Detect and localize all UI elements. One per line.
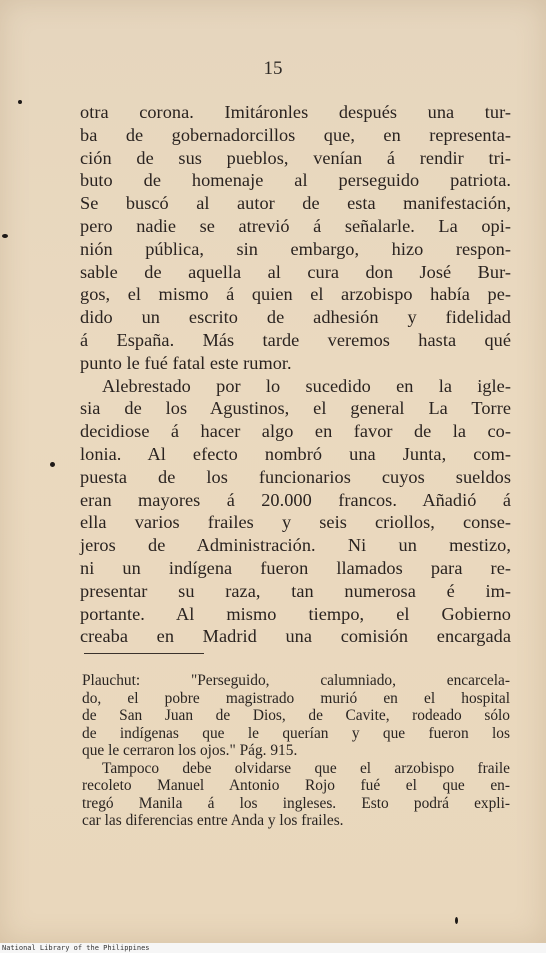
ink-speck — [18, 100, 22, 104]
ink-speck — [50, 462, 55, 467]
body-line: gos, el mismo á quien el arzobispo había pe- — [80, 284, 511, 305]
body-line: portante. Al mismo tiempo, el Gobierno — [80, 603, 511, 624]
body-line: nión pública, sin embargo, hizo respon- — [80, 238, 511, 259]
footnote-line: tregó Manila á los ingleses. Esto podrá expli- — [82, 794, 510, 812]
footnote-line: de indígenas que le querían y que fueron los — [82, 724, 510, 742]
body-line: ba de gobernadorcillos que, en representa- — [80, 124, 511, 145]
footnote-line: de San Juan de Dios, de Cavite, rodeado sólo — [82, 707, 510, 724]
body-line: ción de sus pueblos, venían á rendir tri- — [80, 147, 511, 168]
page-number: 15 — [263, 58, 283, 79]
body-text — [80, 101, 511, 648]
body-line: presentar su raza, tan numerosa é im- — [80, 580, 511, 601]
footnote-line: recoleto Manuel Antonio Rojo fué el que en- — [82, 777, 510, 794]
footnote-divider — [84, 653, 204, 654]
body-line: decidiose á hacer algo en favor de la co- — [80, 421, 511, 442]
footnote-line: car las diferencias entre Anda y los frailes. — [82, 812, 344, 829]
body-line: jeros de Administración. Ni un mestizo, — [80, 535, 511, 556]
body-line: Alebrestado por lo sucedido en la igle- — [102, 375, 511, 396]
ink-speck — [455, 917, 458, 924]
body-line: dido un escrito de adhesión y fidelidad — [80, 307, 511, 328]
footnote-line: Tampoco debe olvidarse que el arzobispo fraile — [102, 759, 510, 777]
body-line: buto de homenaje al perseguido patriota. — [80, 170, 511, 191]
ink-speck — [2, 234, 8, 238]
body-line: á España. Más tarde veremos hasta qué — [80, 329, 511, 350]
body-line: ella varios frailes y seis criollos, conse- — [80, 512, 511, 533]
footnote-line: Plauchut: "Perseguido, calumniado, encarcela- — [82, 672, 510, 689]
body-line: punto le fué fatal este rumor. — [80, 352, 292, 373]
library-credit: National Library of the Philippines — [0, 943, 546, 953]
body-line: eran mayores á 20.000 francos. Añadió á — [80, 489, 511, 510]
footnotes — [82, 672, 510, 830]
body-line: pero nadie se atrevió á señalarle. La opi- — [80, 215, 511, 236]
body-line: otra corona. Imitáronles después una tur- — [80, 102, 511, 122]
body-line: lonia. Al efecto nombró una Junta, com- — [80, 443, 511, 464]
footnote-line: que le cerraron los ojos." Pág. 915. — [82, 742, 298, 759]
body-line: creaba en Madrid una comisión encargada — [80, 626, 511, 647]
footnote-line: do, el pobre magistrado murió en el hospital — [82, 689, 510, 707]
body-line: Se buscó al autor de esta manifestación, — [80, 193, 511, 214]
body-line: puesta de los funcionarios cuyos sueldos — [80, 466, 511, 487]
body-line: ni un indígena fueron llamados para re- — [80, 557, 511, 578]
body-line: sia de los Agustinos, el general La Torre — [80, 398, 511, 419]
body-line: sable de aquella al cura don José Bur- — [80, 261, 511, 282]
